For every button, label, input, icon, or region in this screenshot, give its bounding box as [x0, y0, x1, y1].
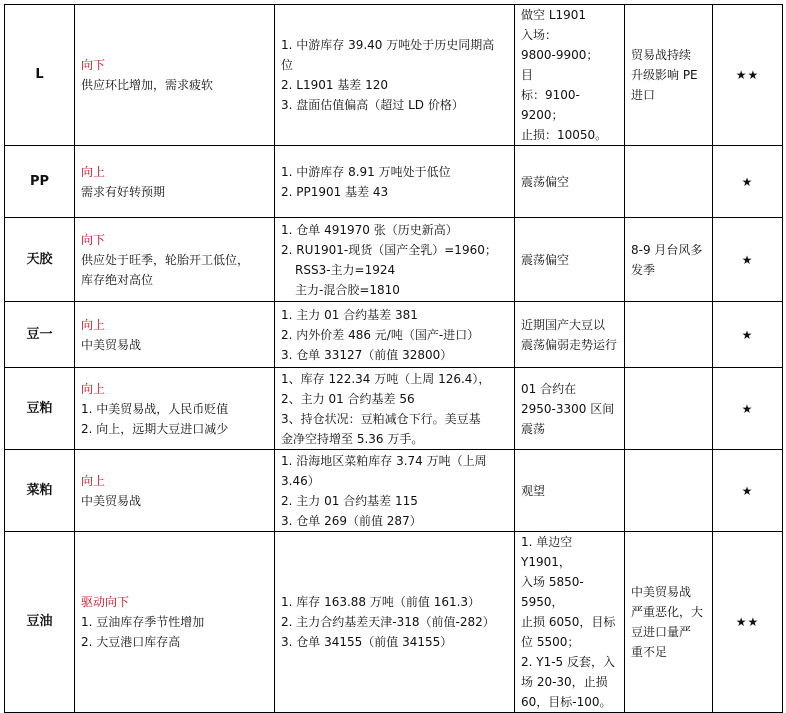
risk-line: 严重恶化，大 [631, 605, 704, 619]
strategy-line: 位 5500； [521, 635, 580, 649]
strategy-line: 01 合约在 [521, 381, 577, 396]
data-line: 2、主力 01 合约基差 56 [281, 391, 415, 406]
data-cell [275, 532, 515, 713]
reason-line: 2. 向上，远期大豆进口减少 [81, 421, 229, 436]
table-row [5, 368, 783, 450]
strategy-line: 震荡偏空 [521, 174, 570, 189]
data-line: 3. 仓单 34155（前值 34155） [281, 635, 453, 649]
risk-line: 升级影响 PE [631, 68, 698, 82]
risk-line: 8-9 月台风多 [631, 242, 703, 257]
direction-label: 向上 [81, 473, 106, 488]
data-line: 1. 中游库存 39.40 万吨处于历史同期高 [281, 38, 495, 52]
direction-cell [75, 532, 275, 713]
reason-line: 供应处于旺季，轮胎开工低位， [81, 252, 250, 267]
strategy-line: 9800-9900； [521, 48, 599, 62]
data-line: 2. 主力合约基差天津-318（前值-282） [281, 615, 495, 629]
rating-stars: ★ [713, 302, 783, 368]
data-line: 2. L1901 基差 120 [281, 78, 389, 92]
data-line: 位 [281, 58, 294, 72]
strategy-cell [515, 450, 625, 532]
data-line: 3. 仓单 33127（前值 32800） [281, 347, 453, 362]
strategy-line: 入场 5850-5950， [521, 575, 584, 609]
data-line: 1、库存 122.34 万吨（上周 126.4）， [281, 371, 491, 386]
strategy-line: 60，目标-100。 [521, 695, 612, 709]
data-line: 2. RU1901-现货（国产全乳）=1960； [281, 242, 497, 257]
table-row [5, 218, 783, 302]
risk-line: 进口 [631, 88, 656, 102]
table-row [5, 450, 783, 532]
direction-label: 向上 [81, 164, 106, 179]
data-line: RSS3-主力=1924 [295, 262, 396, 277]
data-cell [275, 218, 515, 302]
data-cell [275, 450, 515, 532]
direction-label: 向上 [81, 317, 106, 332]
rating-stars: ★★ [713, 532, 783, 713]
data-line: 2. PP1901 基差 43 [281, 184, 389, 199]
direction-cell [75, 5, 275, 146]
risk-line: 发季 [631, 262, 656, 277]
strategy-line: 做空 L1901 [521, 8, 587, 22]
reason-line: 供应环比增加，需求疲软 [81, 78, 214, 92]
strategy-line: 2. Y1-5 反套，入 [521, 655, 616, 669]
commodity-name: PP [5, 146, 75, 218]
reason-line: 2. 大豆港口库存高 [81, 635, 181, 649]
commodity-name: 豆粕 [5, 368, 75, 450]
direction-cell [75, 302, 275, 368]
data-line: 2. 主力 01 合约基差 115 [281, 493, 418, 508]
data-line: 3. 仓单 269（前值 287） [281, 513, 422, 528]
rating-stars: ★ [713, 368, 783, 450]
risk-cell [625, 146, 713, 218]
table-body [5, 5, 783, 713]
direction-cell [75, 146, 275, 218]
data-line: 主力-混合胶=1810 [295, 282, 400, 297]
reason-line: 中美贸易战 [81, 493, 142, 508]
reason-line: 1. 中美贸易战，人民币贬值 [81, 401, 229, 416]
rating-stars: ★ [713, 450, 783, 532]
data-cell [275, 302, 515, 368]
rating-stars: ★★ [713, 5, 783, 146]
data-line: 1. 沿海地区菜粕库存 3.74 万吨（上周 [281, 453, 487, 468]
risk-cell [625, 302, 713, 368]
strategy-line: 目 [521, 68, 534, 82]
risk-cell [625, 5, 713, 146]
reason-line: 库存绝对高位 [81, 272, 154, 287]
strategy-line: 标：9100-9200； [521, 88, 580, 122]
direction-cell [75, 218, 275, 302]
risk-cell [625, 532, 713, 713]
direction-label: 驱动向下 [81, 595, 130, 609]
data-line: 1. 库存 163.88 万吨（前值 161.3） [281, 595, 481, 609]
reason-line: 需求有好转预期 [81, 184, 166, 199]
reason-line: 1. 豆油库存季节性增加 [81, 615, 205, 629]
strategy-cell [515, 146, 625, 218]
data-line: 1. 主力 01 合约基差 381 [281, 307, 418, 322]
data-line: 3、持仓状况：豆粕减仓下行。美豆基 [281, 411, 481, 426]
strategy-line: 1. 单边空 Y1901， [521, 535, 573, 569]
strategy-line: 入场： [521, 28, 558, 42]
table-row [5, 5, 783, 146]
direction-cell [75, 450, 275, 532]
risk-line: 中美贸易战 [631, 585, 692, 599]
risk-line: 重不足 [631, 645, 668, 659]
commodity-name: 天胶 [5, 218, 75, 302]
strategy-cell [515, 5, 625, 146]
risk-cell [625, 368, 713, 450]
data-line: 1. 仓单 491970 张（历史新高） [281, 222, 458, 237]
commodity-name: 豆一 [5, 302, 75, 368]
strategy-cell [515, 532, 625, 713]
data-line: 3. 盘面估值偏高（超过 LD 价格） [281, 98, 464, 112]
strategy-line: 观望 [521, 483, 546, 498]
strategy-line: 震荡 [521, 421, 546, 436]
risk-line: 豆进口量严 [631, 625, 692, 639]
strategy-line: 震荡偏空 [521, 252, 570, 267]
data-line: 2. 内外价差 486 元/吨（国产-进口） [281, 327, 480, 342]
commodity-name: L [5, 5, 75, 146]
direction-label: 向下 [81, 232, 106, 247]
strategy-line: 场 20-30，止损 [521, 675, 608, 689]
strategy-line: 止损 6050，目标 [521, 615, 616, 629]
data-line: 3.46） [281, 473, 320, 488]
table-row [5, 146, 783, 218]
strategy-line: 止损：10050。 [521, 128, 608, 142]
rating-stars: ★ [713, 218, 783, 302]
direction-label: 向上 [81, 381, 106, 396]
data-line: 1. 中游库存 8.91 万吨处于低位 [281, 164, 451, 179]
table-row [5, 532, 783, 713]
strategy-cell [515, 218, 625, 302]
risk-line: 贸易战持续 [631, 48, 692, 62]
strategy-cell [515, 368, 625, 450]
data-cell [275, 5, 515, 146]
direction-label: 向下 [81, 58, 106, 72]
direction-cell [75, 368, 275, 450]
rating-stars: ★ [713, 146, 783, 218]
commodity-name: 豆油 [5, 532, 75, 713]
reason-line: 中美贸易战 [81, 337, 142, 352]
commodity-strategy-table [4, 4, 783, 713]
data-cell [275, 146, 515, 218]
risk-cell [625, 218, 713, 302]
data-cell [275, 368, 515, 450]
table-row [5, 302, 783, 368]
strategy-text: 近期国产大豆以 震荡偏弱走势运行 [521, 317, 618, 352]
strategy-line: 2950-3300 区间 [521, 401, 615, 416]
strategy-cell [515, 302, 625, 368]
risk-cell [625, 450, 713, 532]
data-line: 金净空持增至 5.36 万手。 [281, 431, 424, 446]
commodity-name: 菜粕 [5, 450, 75, 532]
